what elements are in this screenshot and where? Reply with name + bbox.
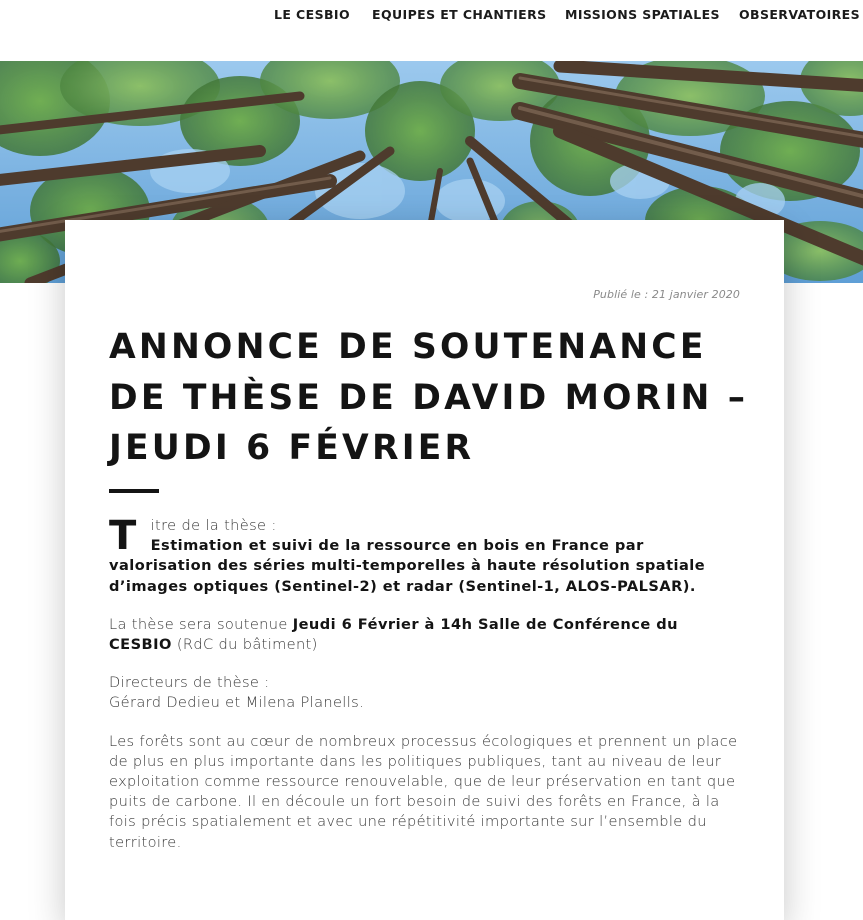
title-underline <box>109 489 159 493</box>
abstract-paragraph: Les forêts sont au cœur de nombreux processus écologiques et prennent un place de plus en plus importante dans les politiques publiques, tant au niveau de leur exploitation comme ressource renouvelable, que de leur préservation en tant que puits de carbone. Il en découle un fort besoin de suivi des forêts en France, à la fois précis spatialement et avec une répétitivité importante sur l’ensemble du territoire. <box>109 732 738 851</box>
top-navigation <box>0 0 863 61</box>
published-date: Publié le : 21 janvier 2020 <box>593 288 740 301</box>
article-title: ANNONCE DE SOUTENANCE DE THÈSE DE DAVID MORIN – JEUDI 6 FÉVRIER <box>109 327 749 468</box>
drop-cap: T <box>109 513 137 559</box>
defense-suffix: (RdC du bâtiment) <box>171 636 318 654</box>
nav-item-equipes-et-chantiers[interactable]: EQUIPES ET CHANTIERS <box>372 7 547 22</box>
directors-label: Directeurs de thèse : <box>109 674 270 692</box>
directors-names: Gérard Dedieu et Milena Planells. <box>109 694 365 712</box>
thesis-paragraph <box>109 513 741 597</box>
nav-item-observatoires[interactable]: OBSERVATOIRES <box>739 7 861 22</box>
article-card <box>65 220 784 920</box>
nav-item-missions-spatiales[interactable]: MISSIONS SPATIALES <box>565 7 720 22</box>
thesis-title: Estimation et suivi de la ressource en bois en France par valorisation des séries multi-temporelles à haute résolution spatiale d’images optiques (Sentinel-2) et radar (Sentinel-1, ALOS-PALSAR). <box>109 537 706 595</box>
article-body <box>109 513 741 871</box>
directors-paragraph <box>109 673 741 713</box>
defense-date-location: Jeudi 6 Février à 14h Salle de Conférence du CESBIO <box>109 615 678 654</box>
defense-paragraph <box>109 615 741 655</box>
defense-prefix: La thèse sera soutenue <box>109 615 293 633</box>
nav-item-le-cesbio[interactable]: LE CESBIO <box>274 7 350 22</box>
thesis-label: itre de la thèse : <box>150 517 277 534</box>
